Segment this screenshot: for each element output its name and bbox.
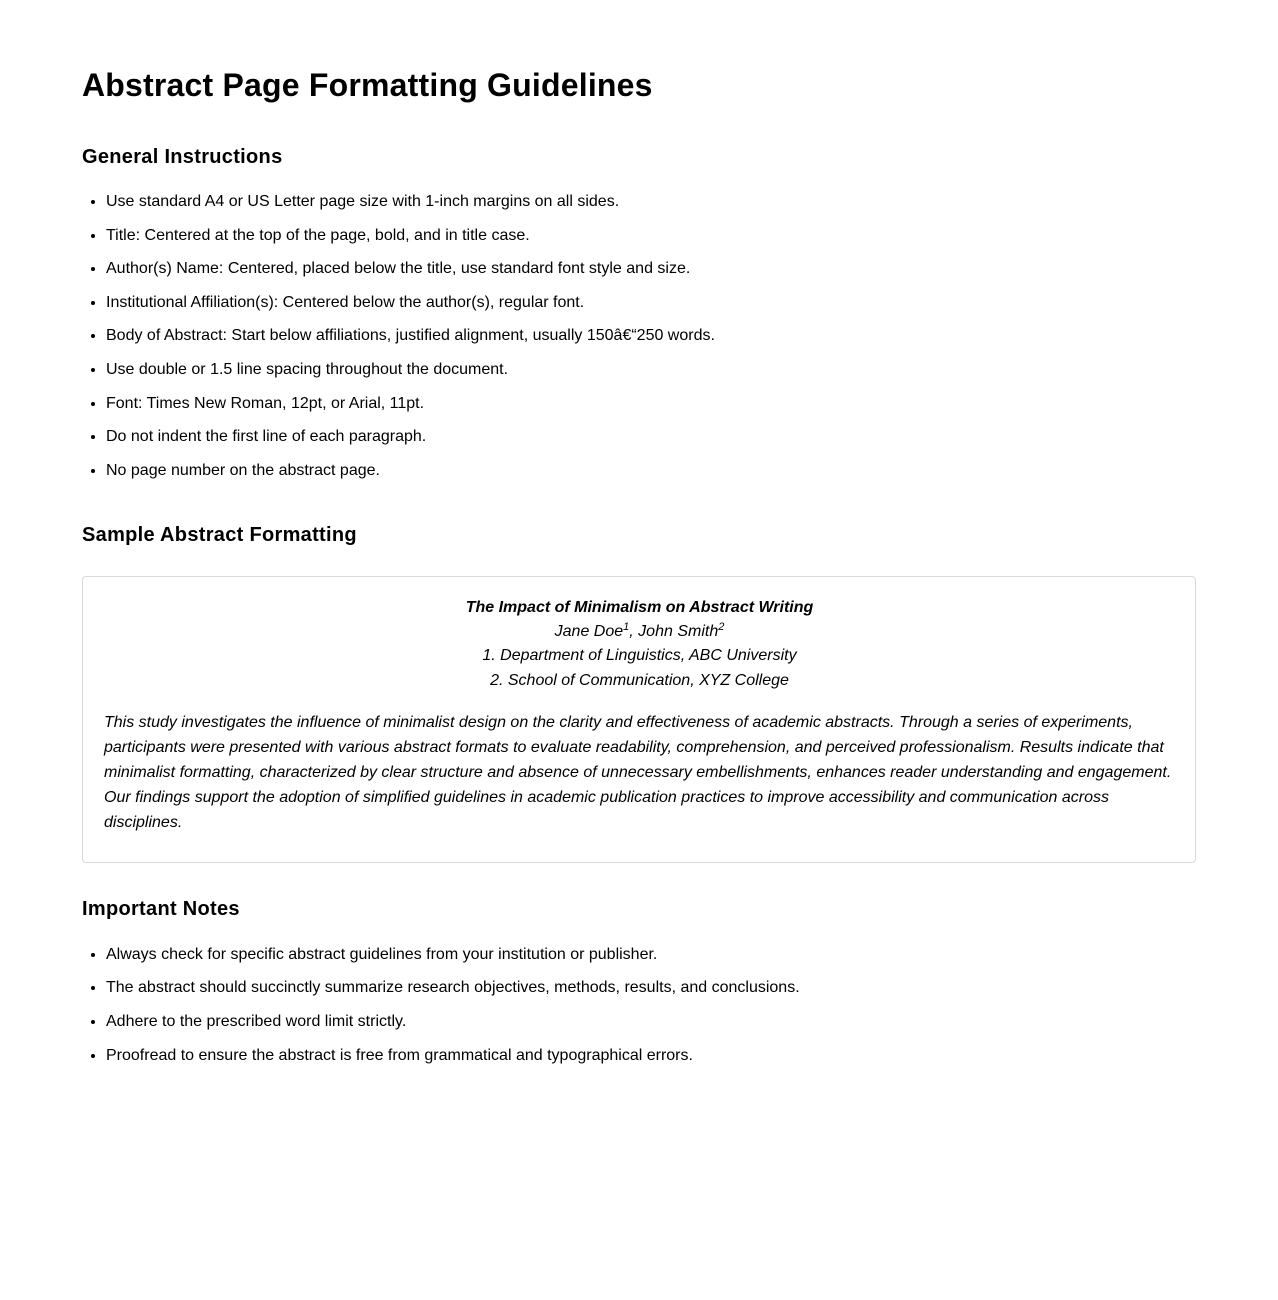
list-item: • Author(s) Name: Centered, placed below the title, use standard font style and size. bbox=[106, 259, 1196, 279]
general-instructions-list bbox=[82, 192, 1196, 481]
general-instructions-heading: General Instructions bbox=[82, 146, 283, 168]
author-name: Jane Doe bbox=[554, 622, 624, 640]
list-item: • Adhere to the prescribed word limit strictly. bbox=[106, 1012, 1196, 1032]
list-item: • Title: Centered at the top of the page, bold, and in title case. bbox=[106, 226, 1196, 246]
important-notes-list bbox=[82, 945, 1196, 1066]
affiliation-marker: 2 bbox=[718, 620, 725, 633]
list-item: • No page number on the abstract page. bbox=[106, 461, 1196, 481]
list-item: • The abstract should succinctly summarize research objectives, methods, results, and conclusions. bbox=[106, 978, 1196, 998]
sample-authors bbox=[104, 621, 1175, 643]
important-notes-heading: Important Notes bbox=[82, 897, 240, 920]
sample-abstract-title: The Impact of Minimalism on Abstract Writing bbox=[465, 598, 814, 616]
sample-abstract-body: This study investigates the influence of minimalist design on the clarity and effectiveness of academic abstracts. Through a series of experiments, participants were presented with various abstract formats to evaluate readability, comprehension, and perceived professionalism. Results indicate that minimalist formatting, characterized by clear structure and absence of unnecessary embellishments, enhances reader understanding and engagement. Our findings support the adoption of simplified guidelines in academic publication practices to improve accessibility and communication across disciplines. bbox=[104, 713, 1172, 831]
affiliation-marker: 1 bbox=[623, 620, 630, 633]
author-name: John Smith bbox=[638, 622, 719, 640]
affiliation-line: 1. Department of Linguistics, ABC University bbox=[482, 646, 797, 664]
list-item: • Institutional Affiliation(s): Centered below the author(s), regular font. bbox=[106, 293, 1196, 313]
list-item: • Use double or 1.5 line spacing throughout the document. bbox=[106, 360, 1196, 380]
list-item: • Proofread to ensure the abstract is free from grammatical and typographical errors. bbox=[106, 1046, 1196, 1066]
list-item: • Always check for specific abstract guidelines from your institution or publisher. bbox=[106, 945, 1196, 965]
page-title: Abstract Page Formatting Guidelines bbox=[82, 67, 653, 103]
list-item: • Do not indent the first line of each paragraph. bbox=[106, 427, 1196, 447]
sample-abstract-heading: Sample Abstract Formatting bbox=[82, 523, 357, 546]
author-separator: , bbox=[629, 622, 639, 640]
affiliation-line: 2. School of Communication, XYZ College bbox=[490, 671, 789, 689]
list-item: • Body of Abstract: Start below affiliations, justified alignment, usually 150â€“250 words. bbox=[106, 326, 1196, 346]
sample-abstract-box bbox=[82, 576, 1196, 863]
list-item: • Font: Times New Roman, 12pt, or Arial, 11pt. bbox=[106, 394, 1196, 414]
document-page bbox=[82, 0, 1196, 1066]
list-item: • Use standard A4 or US Letter page size with 1-inch margins on all sides. bbox=[106, 192, 1196, 212]
